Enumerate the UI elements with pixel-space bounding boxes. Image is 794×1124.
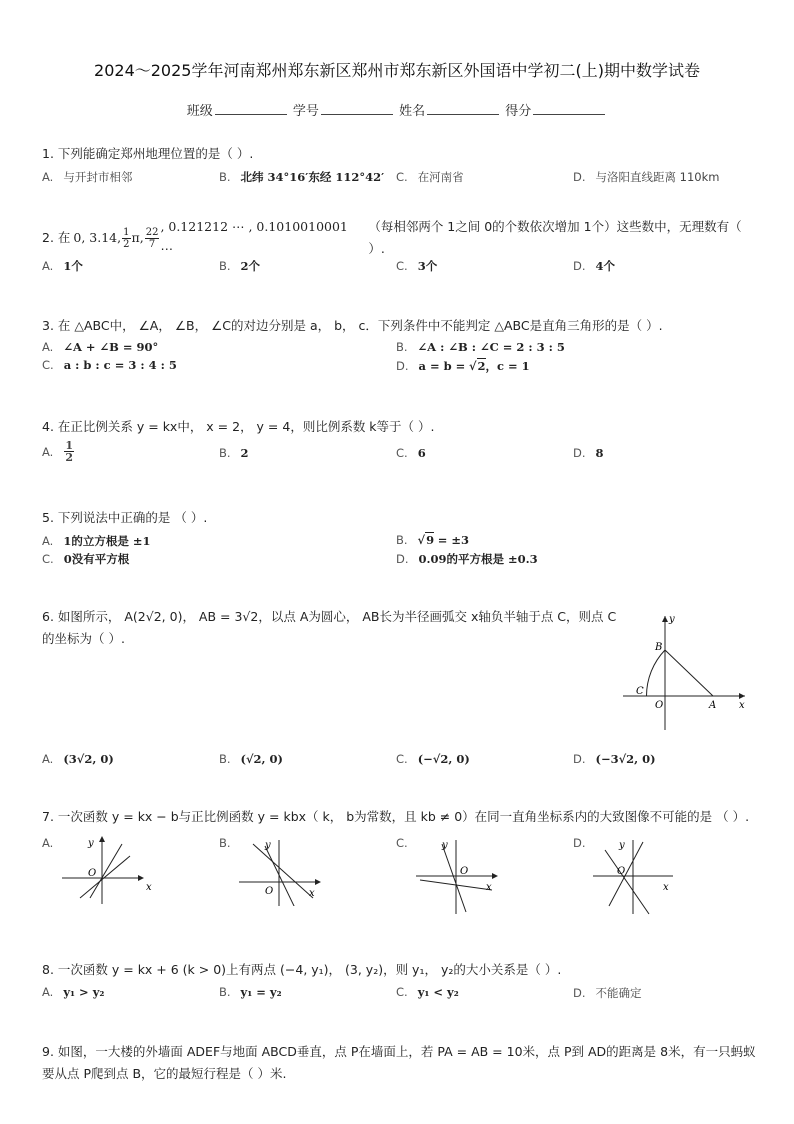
option-label: A.	[42, 534, 54, 548]
option-c[interactable]	[396, 752, 470, 766]
sqrt-sign: √	[417, 533, 426, 547]
line-1	[253, 844, 313, 898]
option-b[interactable]	[219, 836, 231, 850]
option-a[interactable]	[42, 169, 132, 185]
options	[42, 752, 762, 772]
option-d[interactable]	[573, 169, 719, 185]
option-text: 与开封市相邻	[63, 170, 133, 184]
question-4	[42, 416, 762, 470]
option-d[interactable]	[573, 446, 604, 460]
score-label: 得分	[505, 104, 532, 119]
y-label: y	[265, 840, 271, 851]
line-2	[609, 842, 643, 906]
option-label: C.	[396, 752, 408, 766]
option-a[interactable]	[42, 440, 75, 463]
sqrt-radicand: 2	[477, 359, 486, 373]
segment-ab	[665, 650, 713, 696]
option-d[interactable]	[396, 551, 538, 567]
option-text: 6	[417, 446, 426, 460]
option-label: C.	[396, 170, 408, 184]
option-text: y₁ = y₂	[240, 985, 282, 999]
option-text: 3个	[417, 259, 438, 273]
question-stem-line-1: 6. 如图所示， A(2√2, 0)， AB = 3√2，以点 A为圆心， AB长为半径画弧交 x轴负半轴于点 C，则点 C	[42, 609, 617, 624]
option-d[interactable]: D. a = b = √2，c = 1	[396, 359, 530, 373]
option-label: A.	[42, 444, 54, 459]
fraction-22-7	[145, 227, 160, 250]
option-label: C.	[42, 552, 54, 566]
question-2	[42, 219, 762, 278]
fraction-one-half	[64, 440, 74, 463]
y-axis-arrow	[662, 616, 668, 622]
option-label: B.	[396, 533, 408, 547]
option-b[interactable]	[219, 258, 260, 274]
option-label: B.	[219, 446, 231, 460]
question-stem: 8. 一次函数 y = kx + 6 (k > 0)上有两点 (−4, y₁)， (3, y₂)，则 y₁， y₂的大小关系是（ ）.	[42, 962, 562, 977]
x-axis-arrow	[138, 875, 144, 881]
question-6-options	[42, 752, 762, 772]
option-label: A.	[42, 170, 54, 184]
stem-math: 0, 3.14,	[73, 230, 122, 245]
line-1	[605, 850, 649, 914]
option-text: 北纬 34°16′东经 112°42′	[240, 170, 385, 184]
option-label: A.	[42, 836, 54, 850]
question-stem	[42, 219, 762, 256]
option-text: ∠A + ∠B = 90°	[63, 340, 159, 354]
q7-graph-d	[589, 836, 699, 916]
origin-label: O	[265, 886, 274, 897]
options	[42, 985, 762, 1005]
question-stem-line-2: 要从点 P爬到点 B，它的最短行程是（ ）米.	[42, 1066, 287, 1081]
option-a[interactable]	[42, 985, 104, 999]
option-label: D.	[396, 552, 409, 566]
option-a[interactable]	[42, 533, 150, 549]
option-text: (−3√2, 0)	[595, 752, 656, 766]
denominator: 2	[65, 451, 73, 464]
option-c[interactable]	[396, 836, 408, 850]
option-text: 2个	[240, 259, 261, 273]
option-c[interactable]	[396, 169, 464, 185]
denominator: 2	[123, 238, 130, 250]
denominator: 7	[148, 238, 156, 250]
q6-figure	[615, 612, 755, 736]
option-b[interactable]	[219, 752, 283, 766]
exam-title: 2024～2025学年河南郑州郑东新区郑州市郑东新区外国语中学初二(上)期中数学试卷	[94, 61, 700, 80]
option-text: 4个	[595, 259, 616, 273]
option-label: C.	[396, 259, 408, 273]
option-label: B.	[396, 340, 408, 354]
option-label: B.	[219, 985, 231, 999]
options	[42, 340, 762, 358]
question-stem: 7. 一次函数 y = kx − b与正比例函数 y = kbx（ k， b为常数，且 kb ≠ 0）在同一直角坐标系内的大致图像不可能的是 （ ）.	[42, 809, 750, 824]
origin-label: O	[460, 866, 469, 877]
name-label: 姓名	[399, 104, 426, 119]
option-c[interactable]	[396, 985, 459, 999]
x-label: x	[663, 882, 669, 893]
question-stem-line-1: 9. 如图，一大楼的外墙面 ADEF与地面 ABCD垂直，点 P在墙面上，若 PA = AB = 10米，点 P到 AD的距离是 8米，有一只蚂蚁	[42, 1044, 756, 1059]
student-info-line	[0, 100, 794, 119]
q7-graph-a	[58, 836, 168, 906]
question-stem-line-2: 的坐标为（ ）.	[42, 631, 125, 646]
y-label: y	[442, 840, 448, 851]
stem-math: π,	[131, 230, 144, 245]
option-label: D.	[573, 259, 586, 273]
options	[42, 358, 762, 376]
point-b-label: B	[655, 642, 663, 653]
option-text: (√2, 0)	[240, 752, 283, 766]
option-label: D.	[573, 170, 586, 184]
name-blank[interactable]	[427, 101, 499, 115]
options	[42, 533, 762, 551]
option-text: 不能确定	[595, 986, 642, 1000]
option-d[interactable]	[573, 985, 642, 1001]
sqrt-radicand: 9	[426, 533, 435, 547]
option-label: A.	[42, 752, 54, 766]
option-text: = ±3	[437, 533, 470, 547]
option-d[interactable]	[573, 752, 656, 766]
x-axis-arrow	[492, 873, 498, 879]
option-label: B.	[219, 752, 231, 766]
option-text: a : b : c = 3 : 4 : 5	[63, 358, 177, 372]
option-b[interactable]	[396, 533, 469, 547]
score-blank[interactable]	[533, 101, 605, 115]
question-7-options	[42, 836, 762, 916]
option-text: 2	[240, 446, 249, 460]
option-label: C.	[396, 836, 408, 850]
option-text: y₁ < y₂	[417, 985, 459, 999]
option-text: a = b =	[418, 359, 466, 373]
option-b[interactable]	[219, 446, 249, 460]
question-1	[42, 143, 762, 189]
options	[42, 440, 762, 470]
option-label: B.	[219, 259, 231, 273]
q7-graph-c	[412, 836, 522, 916]
origin-label: O	[88, 868, 97, 879]
x-label: x	[739, 700, 745, 711]
origin-label: O	[655, 700, 664, 711]
option-text: 在河南省	[417, 170, 464, 184]
option-d[interactable]	[573, 258, 615, 274]
option-text: ∠A : ∠B : ∠C = 2 : 3 : 5	[417, 340, 565, 354]
option-label: B.	[219, 170, 231, 184]
options	[42, 169, 762, 189]
fraction-one-half	[122, 227, 130, 250]
x-label: x	[486, 882, 492, 893]
y-label: y	[88, 838, 94, 849]
option-text: 与洛阳直线距离 110km	[595, 170, 720, 184]
class-blank[interactable]	[215, 101, 287, 115]
option-a[interactable]	[42, 752, 114, 766]
option-c[interactable]	[396, 258, 437, 274]
option-text: 0没有平方根	[63, 552, 130, 566]
option-text: (−√2, 0)	[417, 752, 470, 766]
option-text: y₁ > y₂	[63, 985, 105, 999]
question-7	[42, 806, 762, 828]
question-5	[42, 507, 762, 569]
stem-math: , 0.121212 ⋯ , 0.1010010001 ⋯	[160, 219, 348, 256]
option-c[interactable]	[42, 551, 129, 567]
option-a[interactable]	[42, 340, 158, 354]
option-label: D.	[573, 836, 586, 850]
option-label: D.	[396, 359, 409, 373]
y-label: y	[619, 840, 625, 851]
option-label: B.	[219, 836, 231, 850]
option-label: C.	[396, 446, 408, 460]
option-label: A.	[42, 259, 54, 273]
line-1	[442, 844, 469, 912]
q7-graph-b	[235, 836, 345, 906]
x-label: x	[309, 888, 315, 899]
option-a[interactable]	[42, 258, 83, 274]
option-label: D.	[573, 986, 586, 1000]
stem-text: （每相邻两个 1之间 0的个数依次增加 1个）这些数中，无理数有（ ）.	[368, 219, 742, 256]
id-label: 学号	[292, 104, 319, 119]
option-text: ，c = 1	[485, 359, 530, 373]
option-text: (3√2, 0)	[63, 752, 114, 766]
point-a-label: A	[709, 700, 717, 711]
option-label: C.	[396, 985, 408, 999]
question-stem: 4. 在正比例关系 y = kx中， x = 2， y = 4，则比例系数 k等于（ ）.	[42, 419, 435, 434]
point-c-label: C	[636, 686, 644, 697]
question-3	[42, 315, 762, 376]
question-9	[42, 1041, 762, 1085]
option-a[interactable]	[42, 836, 53, 850]
option-text: 1个	[63, 259, 83, 273]
option-b[interactable]	[219, 169, 384, 185]
option-label: D.	[573, 752, 586, 766]
option-label: A.	[42, 340, 54, 354]
x-label: x	[146, 882, 152, 893]
options	[42, 258, 762, 278]
option-text: 8	[595, 446, 604, 460]
class-label: 班级	[186, 104, 213, 119]
option-d[interactable]	[573, 836, 586, 850]
option-c[interactable]	[396, 446, 426, 460]
numerator: 22	[145, 226, 159, 238]
option-label: D.	[573, 446, 586, 460]
option-label: C.	[42, 358, 54, 372]
numerator: 1	[65, 439, 73, 452]
stem-text: 2. 在	[42, 230, 71, 245]
option-b[interactable]	[219, 985, 282, 999]
origin-label: O	[617, 866, 626, 877]
option-text: 0.09的平方根是 ±0.3	[418, 552, 538, 566]
option-text: 1的立方根是 ±1	[63, 534, 151, 548]
question-stem: 1. 下列能确定郑州地理位置的是（ ）.	[42, 146, 254, 161]
options	[42, 551, 762, 569]
x-axis-arrow	[739, 693, 745, 699]
y-axis-arrow	[99, 836, 105, 842]
id-blank[interactable]	[321, 101, 393, 115]
option-c[interactable]	[42, 358, 177, 372]
option-label: A.	[42, 985, 54, 999]
question-8	[42, 959, 762, 1005]
arc-bc	[647, 650, 666, 696]
option-b[interactable]	[396, 340, 565, 354]
question-stem: 3. 在 △ABC中， ∠A， ∠B， ∠C的对边分别是 a， b， c．下列条件中不能判定 △ABC是直角三角形的是（ ）.	[42, 318, 663, 333]
question-stem: 5. 下列说法中正确的是 （ ）.	[42, 510, 208, 525]
y-label: y	[669, 614, 675, 625]
numerator: 1	[123, 226, 130, 238]
line-2	[265, 846, 295, 906]
x-axis-arrow	[315, 879, 321, 885]
